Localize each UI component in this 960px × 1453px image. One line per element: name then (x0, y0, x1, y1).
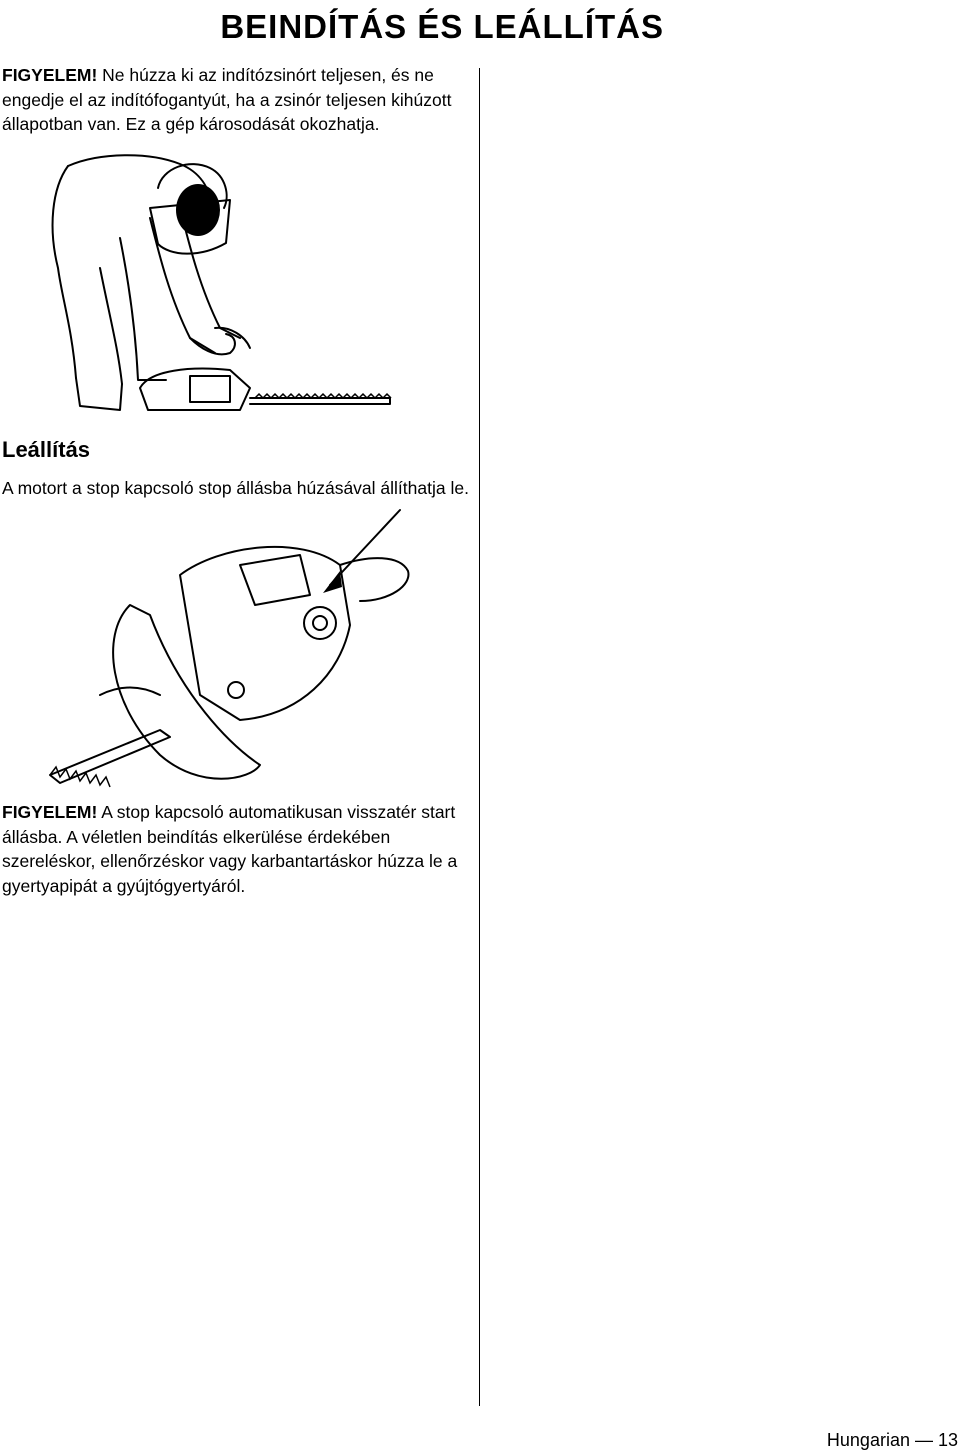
column-divider (479, 68, 480, 1406)
warning-text: Ne húzza ki az indítózsinórt teljesen, és ne engedje el az indítófogantyút, ha a zsinór teljesen kihúzott állapotban van. Ez a gép károsodását okozhatja. (2, 65, 452, 134)
warning-text: A stop kapcsoló automatikusan visszatér start állásba. A véletlen beindítás elkerülése érdekében szereléskor, ellenőrzéskor vagy karbantartáskor húzza le a gyertyapipát a gyújtógyertyáról. (2, 802, 458, 896)
stop-switch-illustration (40, 505, 430, 795)
operator-starting-hedge-trimmer-illustration (40, 148, 400, 423)
section-heading-stopping: Leállítás (2, 437, 91, 462)
warning-paragraph-stop-switch (2, 800, 472, 898)
stopping-instructions: A motort a stop kapcsoló stop állásba húzásával állíthatja le. (2, 478, 469, 498)
warning-label: FIGYELEM! (2, 65, 98, 85)
warning-label: FIGYELEM! (2, 802, 98, 822)
page-footer: Hungarian — 13 (826, 1430, 958, 1450)
page-title: BEINDÍTÁS ÉS LEÁLLÍTÁS (220, 8, 664, 45)
warning-paragraph-starter-cord (2, 63, 472, 137)
